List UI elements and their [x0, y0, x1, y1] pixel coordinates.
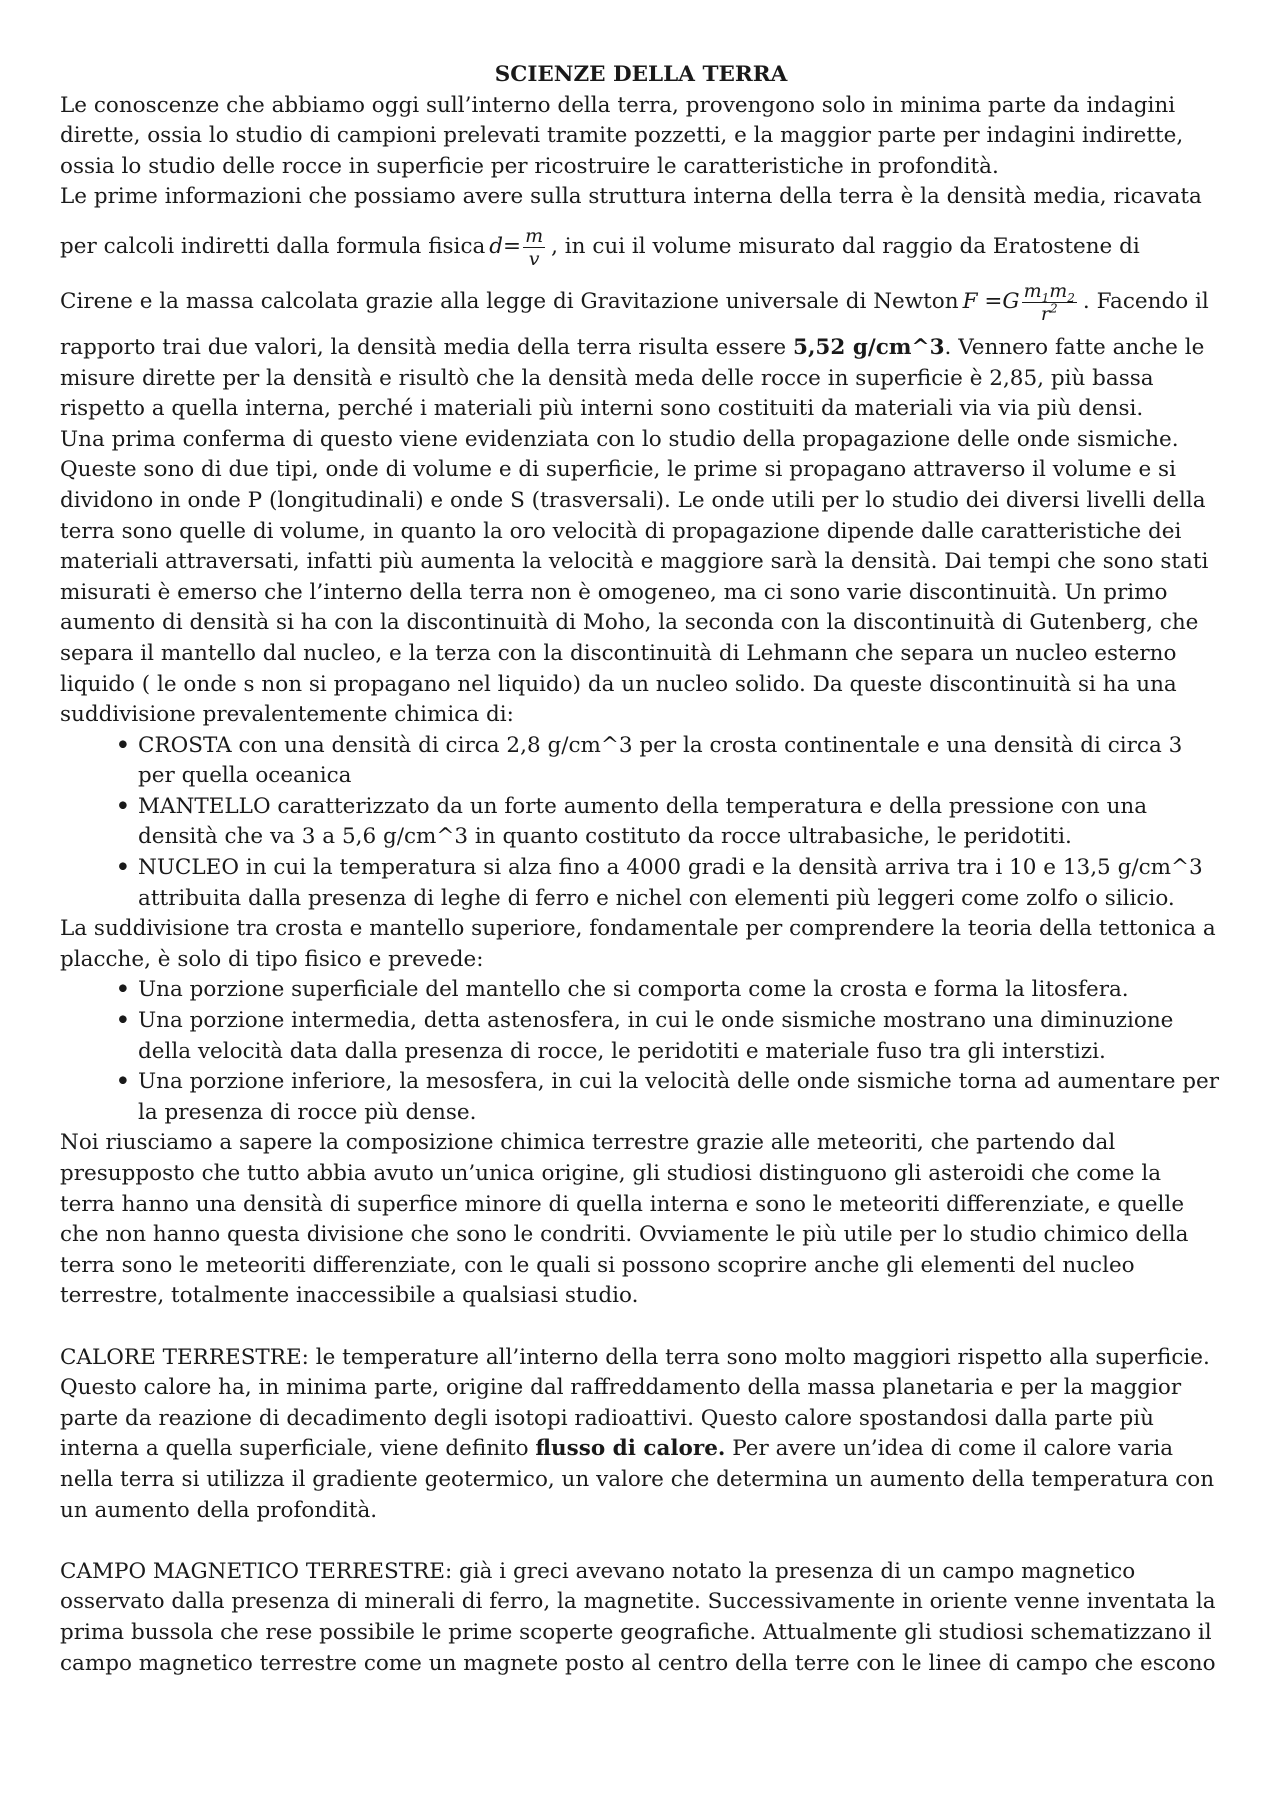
radius-exponent: 2: [1049, 301, 1058, 316]
list-item: [98, 1067, 1222, 1128]
physical-division-paragraph: La suddivisione tra crosta e mantello superiore, fondamentale per comprendere la teoria della tettonica a placche, è solo di tipo fisico e prevede:: [60, 916, 1216, 972]
intro-paragraph-2: Le prime informazioni che possiamo avere sulla struttura interna della terra è la densità media, ricavata: [60, 184, 1202, 210]
gravity-formula-lhs: F =G: [962, 289, 1020, 315]
list-item-text: NUCLEO in cui la temperatura si alza fino a 4000 gradi e la densità arriva tra i 10 e 13,5 g/cm^3 attribuita dalla presenza di leghe di ferro e nichel con elementi più leggeri come zolfo o silicio.: [138, 855, 1203, 911]
formula2-text-after: . Facendo il: [1082, 289, 1209, 315]
list-item: [98, 1006, 1222, 1067]
list-item-text: MANTELLO caratterizzato da un forte aumento della temperatura e della pressione con una densità che va 3 a 5,6 g/cm^3 in quanto costituto da rocce ultrabasiche, le peridotiti.: [138, 793, 1148, 850]
earth-heat-text-after: Per avere un’idea di come il calore varia nella terra si utilizza il gradiente geotermico, un valore che determina un aumento della temperatura con un aumento della profondità.: [60, 1436, 1215, 1523]
heat-flow-term: flusso di calore.: [535, 1436, 726, 1462]
formula2-text-before: Cirene e la massa calcolata grazie alla legge di Gravitazione universale di Newton: [60, 289, 959, 315]
bullet-icon: •: [116, 1008, 130, 1034]
bullet-icon: •: [116, 1069, 130, 1095]
density-result-paragraph: [60, 333, 1222, 425]
gravity-formula-line: [60, 280, 1222, 325]
list-item: [98, 731, 1222, 792]
gravity-formula: [963, 280, 1079, 325]
density-numerator: m: [525, 224, 544, 247]
bullet-icon: •: [116, 732, 130, 758]
meteorites-paragraph: Noi riusciamo a sapere la composizione chimica terrestre grazie alle meteoriti, che partendo dal presupposto che tutto abbia avuto un’unica origine, gli studiosi distinguono gli asteroidi che come la terra hanno una densità di superfice minore di quella interna e sono le meteoriti differenziate, e quelle che non hanno questa divisione che sono le condriti. Ovviamente le più utile per lo studio chimico della terra sono le meteoriti differenziate, con le quali si possono scoprire anche gli elementi del nucleo terrestre, totalmente inaccessibile a qualsiasi studio.: [60, 1130, 1189, 1309]
density-result-text: rapporto trai due valori, la densità media della terra risulta essere: [60, 334, 787, 360]
mass-2-subscript: 2: [1067, 290, 1075, 305]
formula1-text-before: per calcoli indiretti dalla formula fisica: [60, 234, 486, 260]
list-item: [98, 792, 1222, 853]
mass-2: m: [1049, 279, 1068, 302]
gravity-fraction: [1022, 280, 1077, 325]
list-item-text: CROSTA con una densità di circa 2,8 g/cm^3 per la crosta continentale e una densità di circa 3 per quella oceanica: [138, 732, 1183, 789]
density-fraction: [523, 225, 545, 270]
chemical-layers-list: [60, 731, 1222, 915]
bullet-icon: •: [116, 977, 130, 1003]
earth-heat-paragraph: [60, 1343, 1222, 1527]
density-formula-lhs: d=: [489, 234, 522, 260]
paragraph-spacer: [60, 1526, 1222, 1557]
density-denominator: v: [528, 247, 540, 270]
list-item: [98, 853, 1222, 914]
density-result-text-after: . Vennero fatte anche le misure dirette per la densità e risultò che la densità meda delle rocce in superficie è 2,85, più bassa rispetto a quella interna, perché i materiali più interni sono costituiti da materiali via via più densi.: [60, 334, 1205, 422]
page-title: SCIENZE DELLA TERRA: [494, 62, 788, 87]
list-item-text: Una porzione intermedia, detta astenosfera, in cui le onde sismiche mostrano una diminuzione della velocità data dalla presenza di rocce, le peridotiti e materiale fuso tra gli interstizi.: [138, 1008, 1174, 1064]
paragraph-spacer: [60, 1312, 1222, 1343]
gravity-numerator: [1022, 280, 1077, 303]
bullet-icon: •: [116, 793, 130, 819]
list-item: [98, 975, 1222, 1006]
earth-heat-text: CALORE TERRESTRE: le temperature all’interno della terra sono molto maggiori rispetto alla superficie. Questo calore ha, in minima parte, origine dal raffreddamento della massa planetaria e per la maggior parte da reazione di decadimento degli isotopi radioattivi. Questo calore spostandosi dalla parte più interna a quella superficiale, viene definito: [60, 1344, 1210, 1462]
intro-paragraph-1: Le conoscenze che abbiamo oggi sull’interno della terra, provengono solo in minima parte da indagini dirette, ossia lo studio di campioni prelevati tramite pozzetti, e la maggior parte per indagini indirette, ossia lo studio delle rocce in superficie per ricostruire le caratteristiche in profondità.: [60, 92, 1184, 179]
seismic-waves-paragraph: Una prima conferma di questo viene evidenziata con lo studio della propagazione delle onde sismiche. Queste sono di due tipi, onde di volume e di superficie, le prime si propagano attraverso il volume e si dividono in onde P (longitudinali) e onde S (trasversali). Le onde utili per lo studio dei diversi livelli della terra sono quelle di volume, in quanto la oro velocità di propagazione dipende dalle caratteristiche dei materiali attraversati, infatti più aumenta la velocità e maggiore sarà la densità. Dai tempi che sono stati misurati è emerso che l’interno della terra non è omogeneo, ma ci sono varie discontinuità. Un primo aumento di densità si ha con la discontinuità di Moho, la seconda con la discontinuità di Gutenberg, che separa il mantello dal nucleo, e la terza con la discontinuità di Lehmann che separa un nucleo esterno liquido ( le onde s non si propagano nel liquido) da un nucleo solido. Da queste discontinuità si ha una suddivisione prevalentemente chimica di:: [60, 426, 1209, 728]
density-formula: [489, 225, 547, 270]
formula1-text-after: , in cui il volume misurato dal raggio da Eratostene di: [551, 234, 1140, 260]
magnetic-field-paragraph: CAMPO MAGNETICO TERRESTRE: già i greci avevano notato la presenza di un campo magnetico osservato dalla presenza di minerali di ferro, la magnetite. Successivamente in oriente venne inventata la prima bussola che rese possibile le prime scoperte geografiche. Attualmente gli studiosi schematizzano il campo magnetico terrestre come un magnete posto al centro della terre con le linee di campo che escono: [60, 1558, 1216, 1676]
mass-1-subscript: 1: [1041, 290, 1050, 305]
radius: r: [1040, 302, 1050, 325]
gravity-denominator: [1039, 303, 1060, 325]
physical-layers-list: [60, 975, 1222, 1128]
bullet-icon: •: [116, 855, 130, 881]
density-formula-line: [60, 225, 1222, 270]
mass-1: m: [1023, 279, 1042, 302]
density-result-value: 5,52 g/cm^3: [792, 334, 945, 360]
list-item-text: Una porzione inferiore, la mesosfera, in cui la velocità delle onde sismiche torna ad aumentare per la presenza di rocce più dense.: [138, 1069, 1220, 1125]
list-item-text: Una porzione superficiale del mantello che si comporta come la crosta e forma la litosfera.: [138, 977, 1129, 1003]
